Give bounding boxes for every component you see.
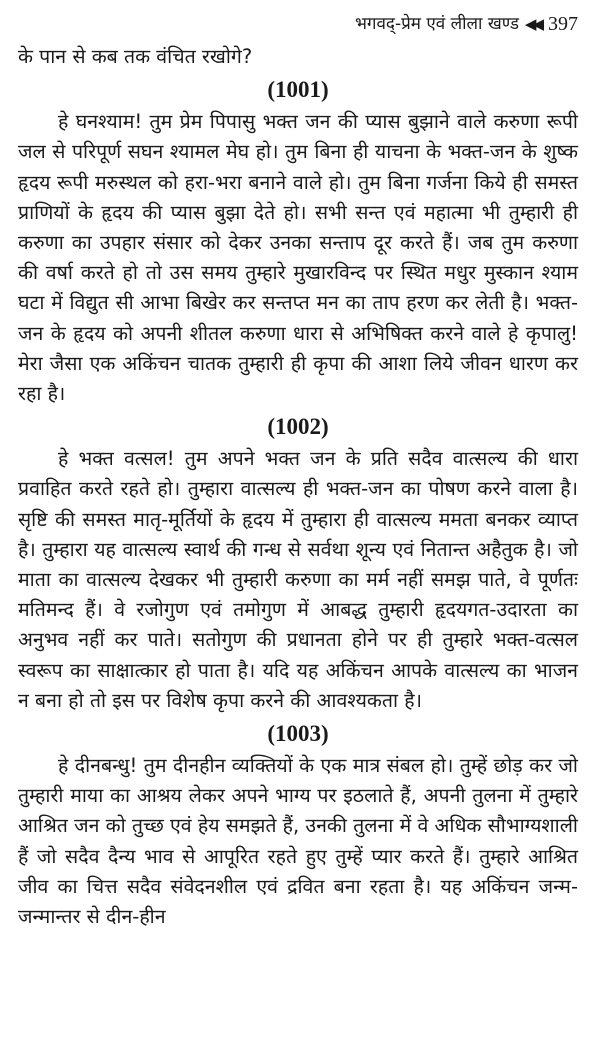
section-paragraph: हे भक्त वत्सल! तुम अपने भक्त जन के प्रति सदैव वात्सल्य की धारा प्रवाहित करते रहते हो। तुम्हारा वात्सल्य ही भक्त-जन का पोषण करने वाला है। सृष्टि की समस्त मातृ-मूर्तियों के हृदय में तुम्हारा ही वात्सल्य ममता बनकर व्याप्त है। तुम्हारा यह वात्सल्य स्वार्थ की गन्ध से सर्वथा शून्य एवं नितान्त अहैतुक है। जो माता का वात्सल्य देखकर भी तुम्हारी करुणा का मर्म नहीं समझ पाते, वे पूर्णतः मतिमन्द हैं। वे रजोगुण एवं तमोगुण में आबद्ध तुम्हारी हृदयगत-उदारता का अनुभव नहीं कर पाते। सतोगुण की प्रधानता होने पर ही तुम्हारे भक्त-वत्सल स्वरूप का साक्षात्कार हो पाता है। यदि यह अकिंचन आपके वात्सल्य का भाजन न बना हो तो इस पर विशेष कृपा करने की आवश्यकता है। — [18, 447, 578, 712]
double-left-arrow-icon: ◀◀ — [524, 15, 540, 33]
continued-paragraph: के पान से कब तक वंचित रखोगे? — [18, 45, 253, 68]
section-number: (1001) — [267, 77, 329, 103]
section-number: (1002) — [267, 414, 329, 440]
header-title: भगवद्-प्रेम एवं लीला खण्ड — [354, 14, 519, 34]
running-header — [18, 8, 578, 40]
page-number: 397 — [548, 13, 578, 35]
section-paragraph: हे दीनबन्धु! तुम दीनहीन व्यक्तियों के एक मात्र संबल हो। तुम्हें छोड़ कर जो तुम्हारी माया का आश्रय लेकर अपने भाग्य पर इठलाते हैं, अपनी तुलना में तुम्हारे आश्रित जन को तुच्छ एवं हेय समझते हैं, उनकी तुलना में वे अधिक सौभाग्यशाली हैं जो सदैव दैन्य भाव से आपूरित रहते हुए तुम्हें प्यार करते हैं। तुम्हारे आश्रित जीव का चित्त सदैव संवेदनशील एवं द्रवित बना रहता है। यह अकिंचन जन्म-जन्मान्तर से दीन-हीन — [18, 754, 578, 929]
section-paragraph: हे घनश्याम! तुम प्रेम पिपासु भक्त जन की प्यास बुझाने वाले करुणा रूपी जल से परिपूर्ण सघन श्यामल मेघ हो। तुम बिना ही याचना के भक्त-जन के शुष्क हृदय रूपी मरुस्थल को हरा-भरा बनाने वाले हो। तुम बिना गर्जना किये ही समस्त प्राणियों के हृदय की प्यास बुझा देते हो। सभी सन्त एवं महात्मा भी तुम्हारी ही करुणा का उपहार संसार को देकर उनका सन्ताप दूर करते हैं। जब तुम करुणा की वर्षा करते हो तो उस समय तुम्हारे मुखारविन्द पर स्थित मधुर मुस्कान श्याम घटा में विद्युत सी आभा बिखेर कर सन्तप्त मन का ताप हरण कर लेती है। भक्त-जन के हृदय को अपनी शीतल करुणा धारा से अभिषिक्त करने वाले हे कृपालु! मेरा जैसा एक अकिंचन चातक तुम्हारी ही कृपा की आशा लिये जीवन धारण कर रहा है। — [18, 110, 578, 406]
section-number: (1003) — [267, 721, 329, 747]
